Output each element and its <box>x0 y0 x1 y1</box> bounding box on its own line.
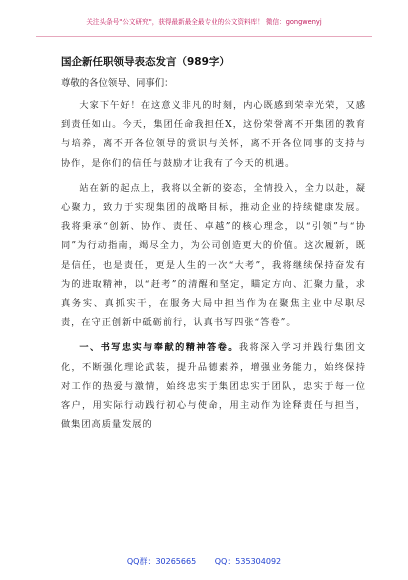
header-banner: 关注头条号"公文研究"，获得最新最全最专业的公文资料库！ 微信：gongwenyj <box>86 18 322 26</box>
paragraph-text: 站在新的起点上，我将以全新的姿态，全情投入，全力以赴，凝心聚力，致力于实现集团的战略目标，推动企业的持续健康发展。我将秉承“创新、协作、责任、卓越”的核心理念，以“引领”与“协同”为行动指南，竭尽全力，为公司创造更大的价值。这次履新，既是信任，也是责任，更是人生的一次“大考”，我将继续保持奋发有为的进取精神，以“赶考”的清醒和坚定，瞄定方向、汇聚力量，求真务实、真抓实干，在服务大局中担当作为在聚焦主业中尽职尽责，在守正创新中砥砺前行，认真书写四张“答卷”。 <box>61 182 366 329</box>
paragraph <box>61 179 366 333</box>
document-title: 国企新任职领导表态发言（989字） <box>61 56 230 68</box>
salutation: 尊敬的各位领导、同事们： <box>61 78 174 89</box>
header-divider <box>36 36 372 37</box>
footer-qq-group: QQ群：30265665 <box>126 557 197 566</box>
paragraph-lead: 一、书写忠实与奉献的精神答卷。 <box>79 342 239 354</box>
paragraph-text: 我将深入学习并践行集团文化，不断强化理论武装，提升品德素养，增强业务能力，始终保持对工作的热爱与激情，始终忠实于集团忠实于团队，忠实于每一位客户，用实际行动践行初心与使命，用主动作为诠释责任与担当，做集团高质量发展的 <box>61 342 367 431</box>
paragraph-text: 大家下午好！在这意义非凡的时刻，内心既感到荣幸光荣，又感到责任如山。今天，集团任命我担任X，这份荣誉离不开集团的教育与培养，离不开各位领导的赏识与关怀，离不开各位同事的支持与协作，是你们的信任与鼓励才让我有了今天的机遇。 <box>61 100 366 169</box>
paragraph <box>61 338 366 434</box>
document-body <box>61 54 366 440</box>
footer-qq: QQ：535304092 <box>214 557 282 566</box>
footer <box>0 556 408 567</box>
paragraph <box>61 96 366 173</box>
